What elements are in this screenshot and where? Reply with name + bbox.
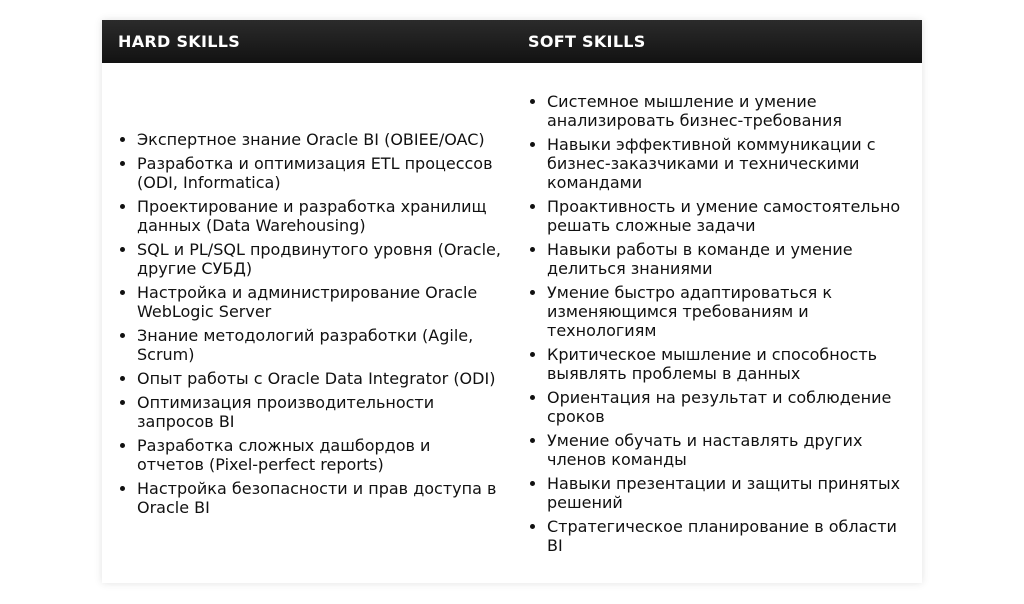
soft-skills-heading: SOFT SKILLS: [528, 32, 646, 51]
list-item: • Разработка и оптимизация ETL процессов (ODI, Informatica): [137, 154, 502, 192]
hard-skills-list: [120, 130, 502, 517]
table-body: [102, 63, 922, 583]
list-item: • Умение быстро адаптироваться к изменяющимся требованиям и технологиям: [547, 283, 912, 340]
list-item: • Стратегическое планирование в области BI: [547, 517, 912, 555]
list-item: • Умение обучать и наставлять других членов команды: [547, 431, 912, 469]
list-item: • SQL и PL/SQL продвинутого уровня (Oracle, другие СУБД): [137, 240, 502, 278]
list-item: • Проектирование и разработка хранилищ данных (Data Warehousing): [137, 197, 502, 235]
list-item: • Ориентация на результат и соблюдение сроков: [547, 388, 912, 426]
list-item: • Навыки эффективной коммуникации с бизнес-заказчиками и техническими командами: [547, 135, 912, 192]
hard-skills-column: [102, 63, 512, 583]
list-item: • Опыт работы с Oracle Data Integrator (ODI): [137, 369, 502, 388]
hard-skills-heading: HARD SKILLS: [118, 32, 241, 51]
skills-table: [102, 20, 922, 583]
list-item: • Навыки работы в команде и умение делиться знаниями: [547, 240, 912, 278]
list-item: • Проактивность и умение самостоятельно решать сложные задачи: [547, 197, 912, 235]
list-item: • Настройка и администрирование Oracle WebLogic Server: [137, 283, 502, 321]
list-item: • Знание методологий разработки (Agile, Scrum): [137, 326, 502, 364]
list-item: • Настройка безопасности и прав доступа в Oracle BI: [137, 479, 502, 517]
soft-skills-column: [512, 63, 922, 583]
list-item: • Критическое мышление и способность выявлять проблемы в данных: [547, 345, 912, 383]
list-item: • Экспертное знание Oracle BI (OBIEE/OAC): [137, 130, 502, 149]
soft-skills-list: [530, 92, 912, 555]
table-header: [102, 20, 922, 63]
list-item: • Оптимизация производительности запросов BI: [137, 393, 502, 431]
list-item: • Навыки презентации и защиты принятых решений: [547, 474, 912, 512]
list-item: • Разработка сложных дашбордов и отчетов (Pixel-perfect reports): [137, 436, 502, 474]
list-item: • Системное мышление и умение анализировать бизнес-требования: [547, 92, 912, 130]
